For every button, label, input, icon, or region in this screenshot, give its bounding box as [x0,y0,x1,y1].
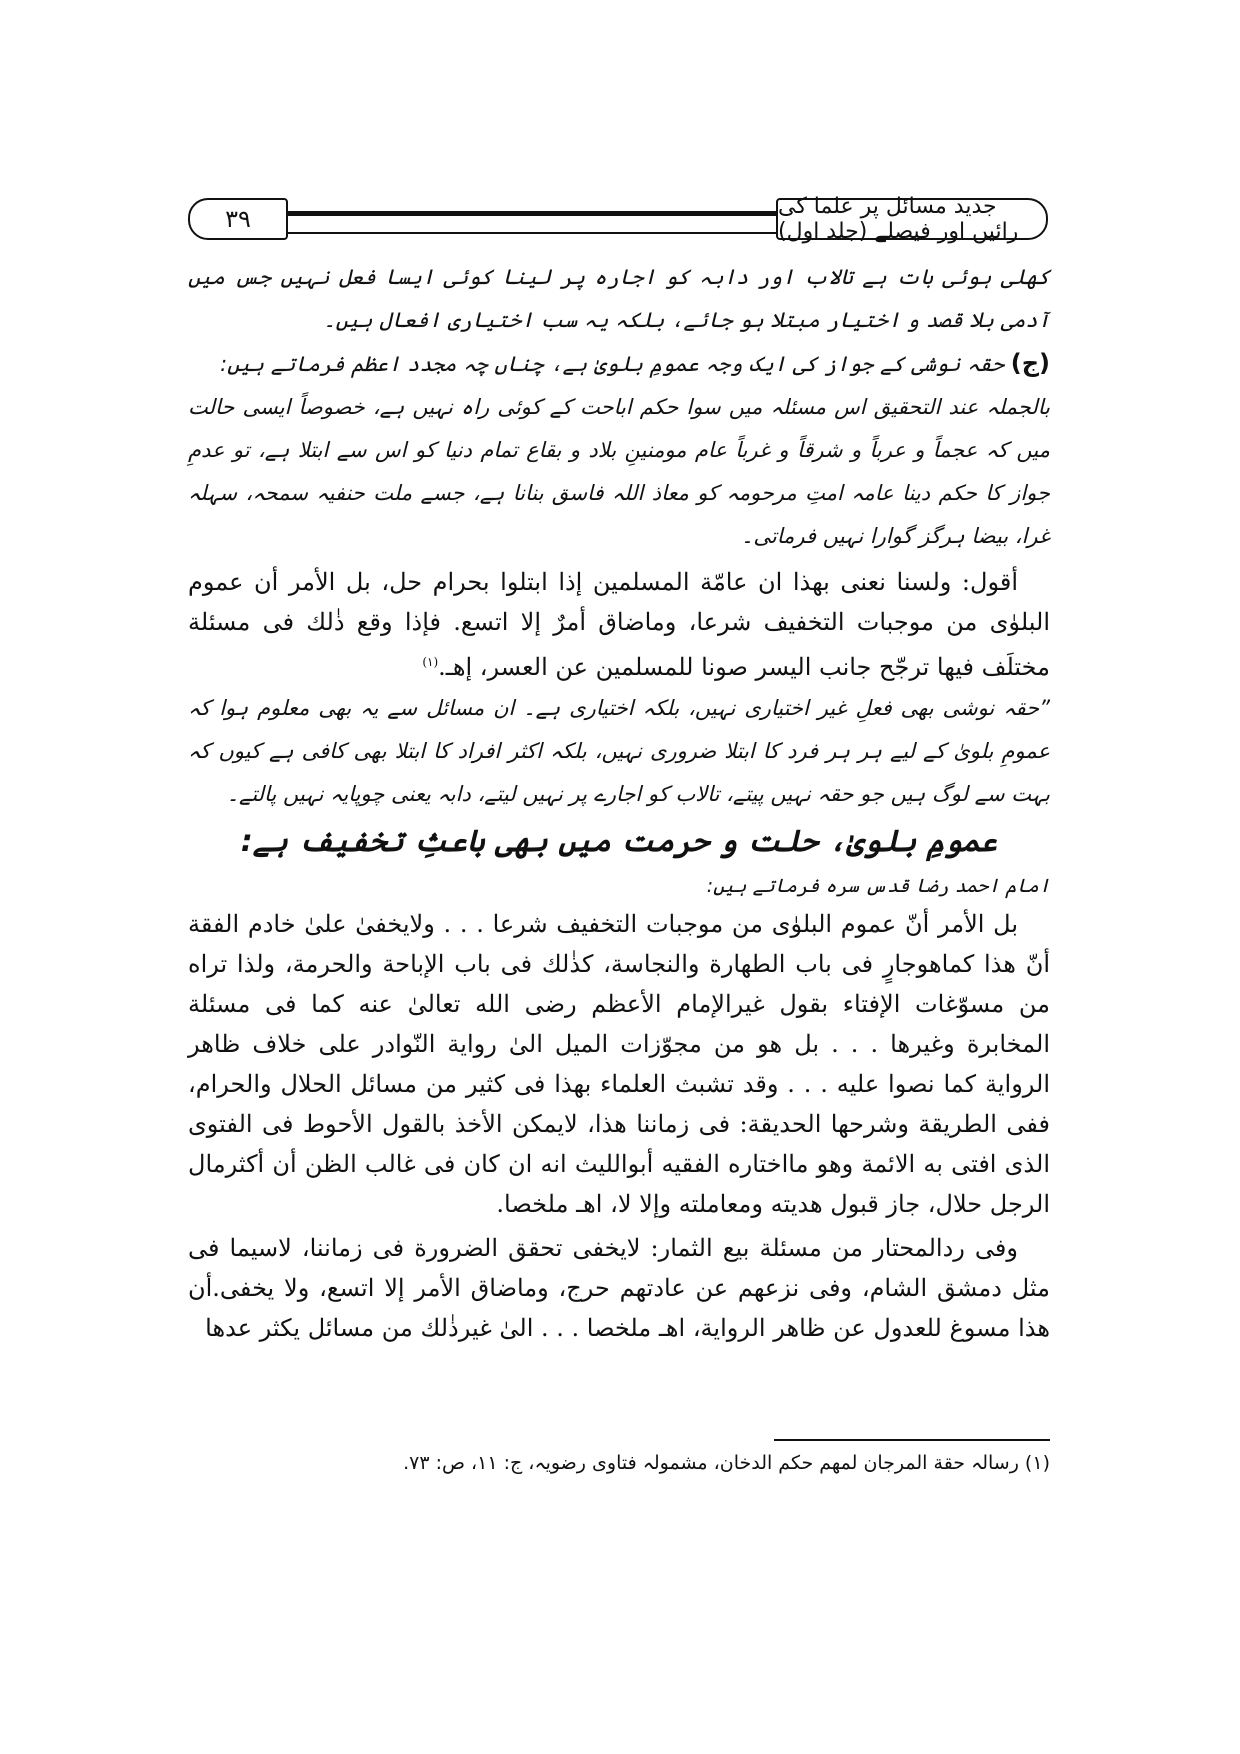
paragraph-2 [188,342,1050,386]
arabic-passage-3: وفى ردالمحتار من مسئلة بيع الثمار: لايخفى تحقق الضرورة فى زماننا، لاسيما فى مثل دمشق الشام، وفى نزعهم عن عادتهم حرج، وماضاق الأمر إلا اتسع، ولا يخفى.أن هذا مسوغ للعدول عن ظاهر الرواية، اهـ ملخصا . . . الىٰ غيرذٰلك من مسائل يكثر عدها [188,1234,1050,1342]
paragraph-1: کھلی ہوئی بات ہے تالاب اور دابہ کو اجارہ پر لینا کوئی ایسا فعل نہیں جس میں آدمی بلا قصد و اختیار مبتلا ہو جائے، بلکہ یہ سب اختیاری افعال ہیں۔ [188,265,1050,332]
section-subheading: امام احمد رضا قدس سرہ فرماتے ہیں: [706,875,1050,897]
quote-mujaddid: بالجملہ عند التحقیق اس مسئلہ میں سوا حکم اباحت کے کوئی راہ نہیں ہے، خصوصاً ایسی حالت میں کہ عجماً و عرباً و شرقاً و غرباً عام مومنینِ بلاد و بقاع تمام دنیا کو اس سے ابتلا ہے، تو عدمِ جواز کا حکم دینا عامہ امتِ مرحومہ کو معاذ اللہ فاسق بنانا ہے، جسے ملت حنفیہ سمحہ، سہلہ غرا، بیضا ہرگز گوارا نہیں فرماتی۔ [188,395,1050,548]
page-header [188,194,1048,244]
footnote-rule [774,1439,1050,1441]
footnote: (۱) رسالہ حقة المرجان لمهم حكم الدخان، مشمولہ فتاوی رضویہ، ج: ۱۱، ص: ۷۳. [403,1452,1050,1474]
arabic-passage-1-text: أقول: ولسنا نعنى بهذا ان عامّة المسلمين إذا ابتلوا بحرام حل، بل الأمر أن عموم البلوٰى من موجبات التخفيف شرعا، وماضاق أمرٌ إلا اتسع. فإذا وقع ذٰلك فى مسئلة مختلَف فيها ترجّح جانب اليسر صونا للمسلمين عن العسر، إهـ. [188,568,1050,681]
page-body [188,256,1050,1348]
section-heading: عمومِ بلویٰ، حلت و حرمت میں بھی باعثِ تخفیف ہے: [240,824,998,859]
book-title: جدید مسائل پر علما کی رائیں اور فیصلے (جلد اول) [776,198,1048,240]
footnote-ref: (۱) [422,655,439,669]
section-marker: (ج) [1010,349,1050,377]
page-number: ۳۹ [188,198,288,240]
paragraph-2-text: حقہ نوشی کے جواز کی ایک وجہ عمومِ بلویٰ ہے، چناں چہ مجدد اعظم فرماتے ہیں: [220,352,1005,376]
paragraph-3: ”حقہ نوشی بھی فعلِ غیر اختیاری نہیں، بلکہ اختیاری ہے۔ ان مسائل سے یہ بھی معلوم ہوا کہ عمومِ بلویٰ کے لیے ہر ہر فرد کا ابتلا ضروری نہیں، بلکہ اکثر افراد کا ابتلا بھی کافی ہے کیوں کہ بہت سے لوگ ہیں جو حقہ نہیں پیتے، تالاب کو اجارے پر نہیں لیتے، دابہ یعنی چوپایہ نہیں پالتے۔ [188,696,1050,806]
arabic-passage-1 [188,562,1050,687]
arabic-passage-2: بل الأمر أنّ عموم البلوٰى من موجبات التخفيف شرعا . . . ولايخفىٰ علىٰ خادم الفقة أنّ هذا كماهوجارٍ فى باب الطهارة والنجاسة، كذٰلك فى باب الإباحة والحرمة، ولذا تراه من مسوّغات الإفتاء بقول غيرالإمام الأعظم رضى الله تعالىٰ عنه كما فى مسئلة المخابرة وغيرها . . . بل هو من مجوّزات الميل الىٰ رواية النّوادر على خلاف ظاهر الرواية كما نصوا عليه . . . وقد تشبث العلماء بهذا فى كثير من مسائل الحلال والحرام، ففى الطريقة وشرحها الحديقة: فى زماننا هذا، لايمكن الأخذ بالقول الأحوط فى الفتوى الذى افتى به الائمة وهو مااختاره الفقيه أبوالليث انه ان كان فى غالب الظن أن أكثرمال الرجل حلال، جاز قبول هديته ومعاملته وإلا لا، اهـ ملخصا. [188,910,1050,1218]
header-rule [288,211,778,234]
